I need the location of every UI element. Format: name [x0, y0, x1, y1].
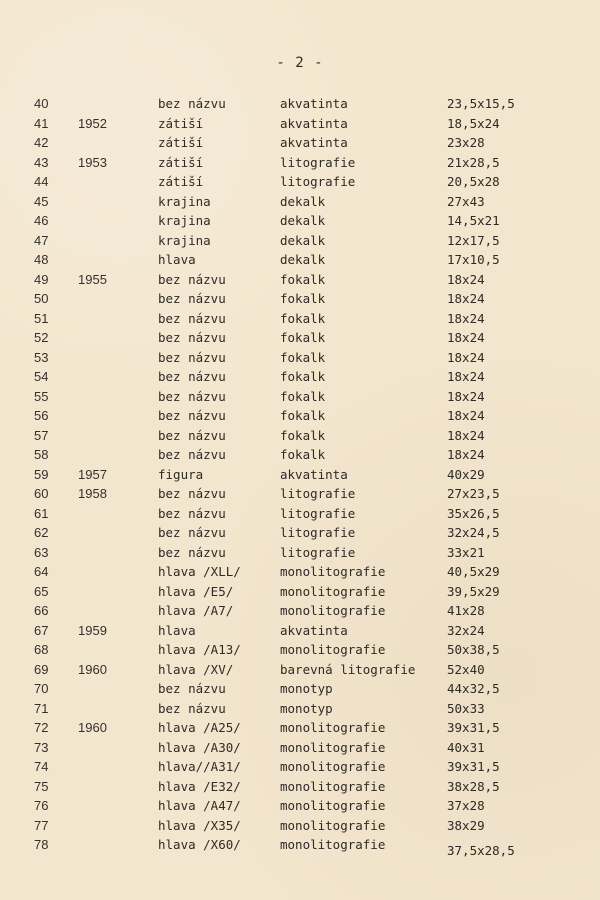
- row-title: bez názvu: [158, 505, 226, 521]
- row-year: 1953: [78, 154, 107, 170]
- row-size: 32x24: [447, 622, 485, 638]
- row-number: 66: [34, 603, 49, 618]
- row-size: 18x24: [447, 349, 485, 365]
- row-title: zátiší: [158, 174, 204, 189]
- row-technique: fokalk: [280, 447, 326, 462]
- catalog-row: [0, 328, 600, 348]
- row-technique: monolitografie: [280, 739, 386, 755]
- catalog-row: [0, 601, 600, 621]
- row-number: 70: [34, 681, 49, 696]
- row-technique: monolitografie: [280, 642, 386, 657]
- catalog-row: [0, 777, 600, 797]
- catalog-row: [0, 231, 600, 251]
- row-title: bez názvu: [158, 388, 226, 404]
- row-number: 78: [34, 837, 49, 852]
- row-year: 1957: [78, 466, 107, 482]
- row-number: 46: [34, 213, 49, 228]
- catalog-row: [0, 406, 600, 426]
- row-technique: fokalk: [280, 291, 326, 306]
- row-title: hlava /A13/: [158, 642, 241, 657]
- row-size: 41x28: [447, 603, 485, 618]
- row-technique: monolitografie: [280, 798, 386, 813]
- row-title: krajina: [158, 213, 211, 228]
- row-size: 39x31,5: [447, 720, 500, 735]
- row-title: bez názvu: [158, 310, 226, 326]
- row-title: bez názvu: [158, 271, 226, 287]
- row-size: 52x40: [447, 661, 485, 677]
- row-size: 39x31,5: [447, 759, 500, 774]
- row-technique: litografie: [280, 544, 356, 560]
- row-technique: fokalk: [280, 427, 326, 443]
- row-number: 40: [34, 96, 49, 111]
- catalog-row: [0, 835, 600, 858]
- catalog-row: [0, 699, 600, 719]
- row-number: 75: [34, 778, 49, 794]
- row-technique: fokalk: [280, 349, 326, 365]
- catalog-row: [0, 660, 600, 680]
- row-number: 47: [34, 232, 49, 248]
- row-technique: monolitografie: [280, 583, 386, 599]
- row-technique: monotyp: [280, 700, 333, 716]
- row-size: 18x24: [447, 310, 485, 326]
- row-size: 17x10,5: [447, 252, 500, 267]
- row-size: 38x29: [447, 817, 485, 833]
- row-technique: akvatinta: [280, 96, 348, 111]
- row-technique: dekalk: [280, 252, 326, 267]
- row-number: 76: [34, 798, 49, 813]
- row-technique: fokalk: [280, 388, 326, 404]
- row-size: 14,5x21: [447, 213, 500, 228]
- row-size: 18x24: [447, 291, 485, 306]
- row-size: 18x24: [447, 330, 485, 345]
- row-size: 27x43: [447, 193, 485, 209]
- row-technique: monolitografie: [280, 778, 386, 794]
- row-number: 58: [34, 447, 49, 462]
- catalog-row: [0, 133, 600, 153]
- row-title: bez názvu: [158, 447, 226, 462]
- row-title: hlava /A25/: [158, 720, 241, 735]
- row-number: 61: [34, 505, 49, 521]
- row-number: 77: [34, 817, 49, 833]
- catalog-row: [0, 757, 600, 777]
- catalog-list: [0, 94, 600, 858]
- row-size: 18,5x24: [447, 115, 500, 131]
- row-technique: barevná litografie: [280, 661, 416, 677]
- catalog-row: [0, 153, 600, 173]
- row-technique: monolitografie: [280, 564, 386, 579]
- catalog-row: [0, 426, 600, 446]
- row-title: bez názvu: [158, 408, 226, 423]
- row-size: 12x17,5: [447, 232, 500, 248]
- row-number: 65: [34, 583, 49, 599]
- row-number: 67: [34, 622, 49, 638]
- catalog-row: [0, 94, 600, 114]
- row-number: 59: [34, 466, 49, 482]
- row-number: 49: [34, 271, 49, 287]
- row-number: 42: [34, 135, 49, 150]
- catalog-row: [0, 309, 600, 329]
- row-number: 50: [34, 291, 49, 306]
- row-technique: monotyp: [280, 681, 333, 696]
- row-title: bez názvu: [158, 544, 226, 560]
- row-technique: fokalk: [280, 408, 326, 423]
- row-title: bez názvu: [158, 369, 226, 384]
- row-year: 1958: [78, 486, 107, 501]
- row-technique: monolitografie: [280, 759, 386, 774]
- row-size: 32x24,5: [447, 525, 500, 540]
- row-size: 37,5x28,5: [447, 843, 515, 858]
- row-number: 41: [34, 115, 49, 131]
- row-year: 1959: [78, 622, 107, 638]
- row-title: zátiší: [158, 115, 204, 131]
- catalog-row: [0, 387, 600, 407]
- row-number: 72: [34, 720, 49, 735]
- row-technique: akvatinta: [280, 115, 348, 131]
- row-number: 63: [34, 544, 49, 560]
- row-title: zátiší: [158, 135, 204, 150]
- row-title: hlava /X35/: [158, 817, 241, 833]
- row-size: 18x24: [447, 427, 485, 443]
- row-size: 27x23,5: [447, 486, 500, 501]
- row-number: 56: [34, 408, 49, 423]
- row-title: krajina: [158, 232, 211, 248]
- catalog-row: [0, 211, 600, 231]
- row-title: hlava /A47/: [158, 798, 241, 813]
- row-number: 71: [34, 700, 49, 716]
- row-title: bez názvu: [158, 427, 226, 443]
- row-number: 62: [34, 525, 49, 540]
- row-size: 18x24: [447, 369, 485, 384]
- row-size: 35x26,5: [447, 505, 500, 521]
- catalog-row: [0, 445, 600, 465]
- row-technique: dekalk: [280, 213, 326, 228]
- row-year: 1952: [78, 115, 107, 131]
- row-title: bez názvu: [158, 330, 226, 345]
- catalog-row: [0, 582, 600, 602]
- row-title: hlava: [158, 252, 196, 267]
- row-title: hlava /E5/: [158, 583, 234, 599]
- catalog-row: [0, 270, 600, 290]
- row-technique: akvatinta: [280, 466, 348, 482]
- catalog-row: [0, 484, 600, 504]
- catalog-row: [0, 172, 600, 192]
- catalog-row: [0, 679, 600, 699]
- row-title: hlava /XV/: [158, 661, 234, 677]
- row-number: 73: [34, 739, 49, 755]
- catalog-row: [0, 114, 600, 134]
- catalog-row: [0, 504, 600, 524]
- catalog-row: [0, 250, 600, 270]
- row-title: hlava: [158, 622, 196, 638]
- row-size: 33x21: [447, 544, 485, 560]
- row-size: 40,5x29: [447, 564, 500, 579]
- row-technique: litografie: [280, 174, 356, 189]
- row-number: 43: [34, 154, 49, 170]
- row-size: 38x28,5: [447, 778, 500, 794]
- row-number: 60: [34, 486, 49, 501]
- row-title: bez názvu: [158, 486, 226, 501]
- row-size: 39,5x29: [447, 583, 500, 599]
- row-size: 40x29: [447, 466, 485, 482]
- row-technique: dekalk: [280, 232, 326, 248]
- row-size: 18x24: [447, 408, 485, 423]
- row-title: hlava//A31/: [158, 759, 241, 774]
- row-size: 23x28: [447, 135, 485, 150]
- row-size: 23,5x15,5: [447, 96, 515, 111]
- row-year: 1960: [78, 720, 107, 735]
- row-number: 57: [34, 427, 49, 443]
- row-technique: dekalk: [280, 193, 326, 209]
- row-title: hlava /A30/: [158, 739, 241, 755]
- catalog-row: [0, 816, 600, 836]
- row-technique: fokalk: [280, 369, 326, 384]
- row-title: bez názvu: [158, 700, 226, 716]
- row-number: 55: [34, 388, 49, 404]
- row-size: 21x28,5: [447, 154, 500, 170]
- row-technique: litografie: [280, 486, 356, 501]
- row-title: hlava /E32/: [158, 778, 241, 794]
- catalog-row: [0, 738, 600, 758]
- row-title: bez názvu: [158, 291, 226, 306]
- row-title: krajina: [158, 193, 211, 209]
- row-number: 64: [34, 564, 49, 579]
- catalog-row: [0, 367, 600, 387]
- catalog-row: [0, 543, 600, 563]
- row-number: 52: [34, 330, 49, 345]
- row-number: 51: [34, 310, 49, 326]
- row-technique: litografie: [280, 525, 356, 540]
- row-number: 54: [34, 369, 49, 384]
- row-technique: akvatinta: [280, 622, 348, 638]
- row-technique: monolitografie: [280, 837, 386, 852]
- catalog-row: [0, 640, 600, 660]
- row-technique: monolitografie: [280, 720, 386, 735]
- row-year: 1955: [78, 271, 107, 287]
- row-title: bez názvu: [158, 96, 226, 111]
- page-number: - 2 -: [276, 55, 324, 71]
- row-size: 40x31: [447, 739, 485, 755]
- row-title: figura: [158, 466, 204, 482]
- row-technique: fokalk: [280, 330, 326, 345]
- row-title: bez názvu: [158, 525, 226, 540]
- catalog-row: [0, 523, 600, 543]
- row-number: 44: [34, 174, 49, 189]
- row-size: 50x38,5: [447, 642, 500, 657]
- row-title: hlava /XLL/: [158, 564, 241, 579]
- row-size: 20,5x28: [447, 174, 500, 189]
- catalog-row: [0, 289, 600, 309]
- row-number: 74: [34, 759, 49, 774]
- row-size: 18x24: [447, 271, 485, 287]
- catalog-row: [0, 192, 600, 212]
- row-size: 18x24: [447, 447, 485, 462]
- row-number: 45: [34, 193, 49, 209]
- row-technique: fokalk: [280, 310, 326, 326]
- catalog-row: [0, 621, 600, 641]
- row-number: 69: [34, 661, 49, 677]
- catalog-row: [0, 465, 600, 485]
- catalog-row: [0, 562, 600, 582]
- row-number: 53: [34, 349, 49, 365]
- row-title: hlava /X60/: [158, 837, 241, 852]
- catalog-row: [0, 348, 600, 368]
- catalog-row: [0, 796, 600, 816]
- row-title: bez názvu: [158, 349, 226, 365]
- row-size: 50x33: [447, 700, 485, 716]
- row-number: 48: [34, 252, 49, 267]
- row-technique: monolitografie: [280, 603, 386, 618]
- catalog-row: [0, 718, 600, 738]
- row-title: hlava /A7/: [158, 603, 234, 618]
- row-year: 1960: [78, 661, 107, 677]
- row-technique: fokalk: [280, 271, 326, 287]
- row-technique: akvatinta: [280, 135, 348, 150]
- row-technique: monolitografie: [280, 817, 386, 833]
- row-title: zátiší: [158, 154, 204, 170]
- row-size: 44x32,5: [447, 681, 500, 696]
- row-technique: litografie: [280, 505, 356, 521]
- row-title: bez názvu: [158, 681, 226, 696]
- row-size: 37x28: [447, 798, 485, 813]
- row-number: 68: [34, 642, 49, 657]
- row-size: 18x24: [447, 388, 485, 404]
- row-technique: litografie: [280, 154, 356, 170]
